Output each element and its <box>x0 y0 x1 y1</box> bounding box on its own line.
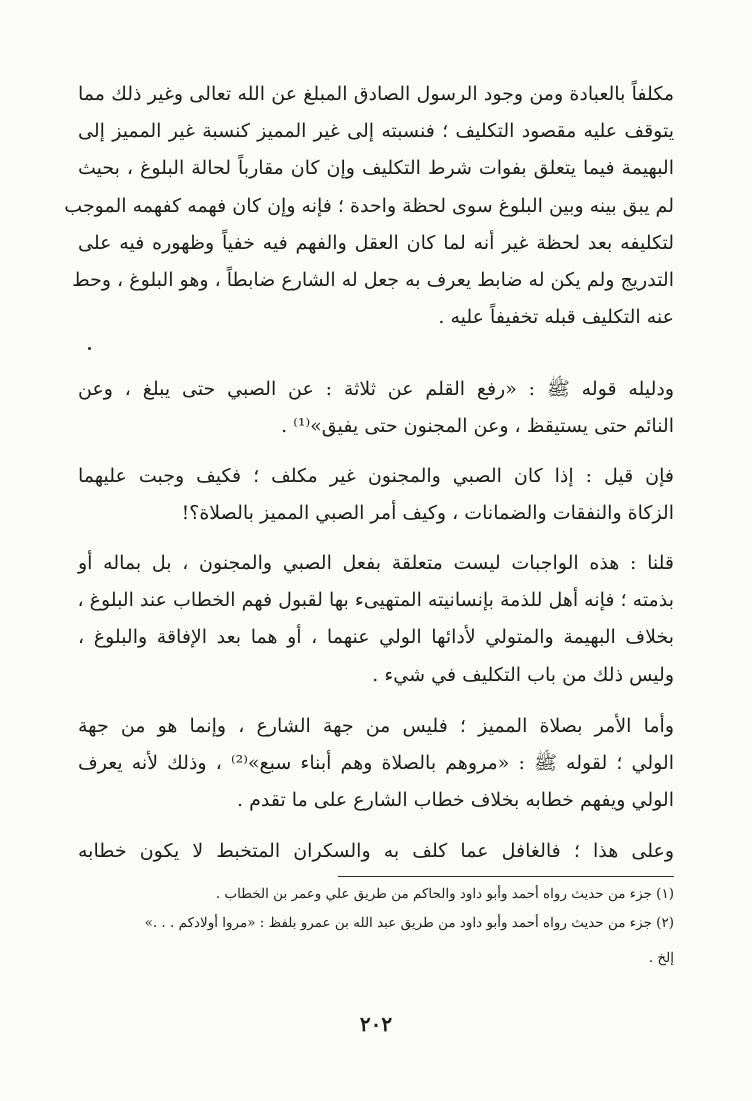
page-number: ٢٠٢ <box>359 1012 393 1036</box>
text-line: قلنا : هذه الواجبات ليست متعلقة بفعل الصبي والمجنون ، بل بماله أو <box>78 552 674 574</box>
text-line: مكلفاً بالعبادة ومن وجود الرسول الصادق المبلغ عن الله تعالى وغير ذلك مما <box>78 83 674 105</box>
text-line: بخلاف البهيمة والمتولي لأدائها الولي عنهما ، أو هما بعد الإفاقة والبلوغ ، <box>78 626 674 649</box>
text-line: يتوقف عليه مقصود التكليف ؛ فنسبته إلى غير المميز كنسبة غير المميز إلى <box>78 120 674 143</box>
footnotes <box>78 880 674 973</box>
text-line: الزكاة والنفقات والضمانات ، وكيف أمر الصبي المميز بالصلاة؟! <box>181 502 674 525</box>
text-line: لتكليفه بعد لحظة غير أنه لما كان العقل والفهم فيه خفياً وظهوره فيه على <box>78 231 674 254</box>
text-line: ودليله قوله ﷺ : «رفع القلم عن ثلاثة : عن الصبي حتى يبلغ ، وعن <box>78 378 674 400</box>
paragraph-conditions-of-obligation <box>64 76 674 336</box>
stray-dot <box>88 347 91 350</box>
footnote-1: (١) جزء من حديث رواه أحمد وأبو داود والحاكم من طريق علي وعمر بن الخطاب . <box>215 886 674 902</box>
paragraph-prayer-command <box>78 708 674 820</box>
text-line: الولي ؛ لقوله ﷺ : «مروهم بالصلاة وهم أبناء سبع»⁽²⁾ ، وذلك لأنه يعرف <box>78 752 674 775</box>
text-line: فإن قيل : إذا كان الصبي والمجنون غير مكلف ؛ فكيف وجبت عليهما <box>78 465 674 487</box>
paragraph-reply <box>78 545 674 694</box>
paragraph-evidence-hadith <box>78 371 674 445</box>
text-line: التدريج ولم يكن له ضابط يعرف به جعل له الشارع ضابطاً ، وهو البلوغ ، وحط <box>72 269 674 292</box>
text-line: النائم حتى يستيقظ ، وعن المجنون حتى يفيق»⁽¹⁾ . <box>281 415 674 438</box>
text-line: عنه التكليف قبله تخفيفاً عليه . <box>438 306 674 329</box>
footnote-2-continuation: إلخ . <box>648 950 674 966</box>
text-line: الولي ويفهم خطابه بخلاف خطاب الشارع على ما تقدم . <box>237 789 674 812</box>
text-line: البهيمة فيما يتعلق بفوات شرط التكليف وإن كان مقارباً لحالة البلوغ ، بحيث <box>78 157 674 180</box>
text-line: وعلى هذا ؛ فالغافل عما كلف به والسكران المتخبط لا يكون خطابه <box>78 840 674 862</box>
paragraph-heedless-drunk <box>78 833 674 870</box>
text-line: بذمته ؛ فإنه أهل للذمة بإنسانيته المتهيىء بها لقبول فهم الخطاب عند البلوغ ، <box>77 589 674 612</box>
text-line: وليس ذلك من باب التكليف في شيء . <box>372 663 674 686</box>
footnote-2: (٢) جزء من حديث رواه أحمد وأبو داود من طريق عبد الله بن عمرو بلفظ : «مروا أولادكم . . .» <box>144 915 674 931</box>
paragraph-objection <box>78 458 674 532</box>
text-line: وأما الأمر بصلاة المميز ؛ فليس من جهة الشارع ، وإنما هو من جهة <box>78 715 674 737</box>
text-line: لم يبق بينه وبين البلوغ سوى لحظة واحدة ؛ فإنه وإن كان فهمه كفهمه الموجب <box>64 194 674 217</box>
footnote-separator <box>338 876 674 877</box>
